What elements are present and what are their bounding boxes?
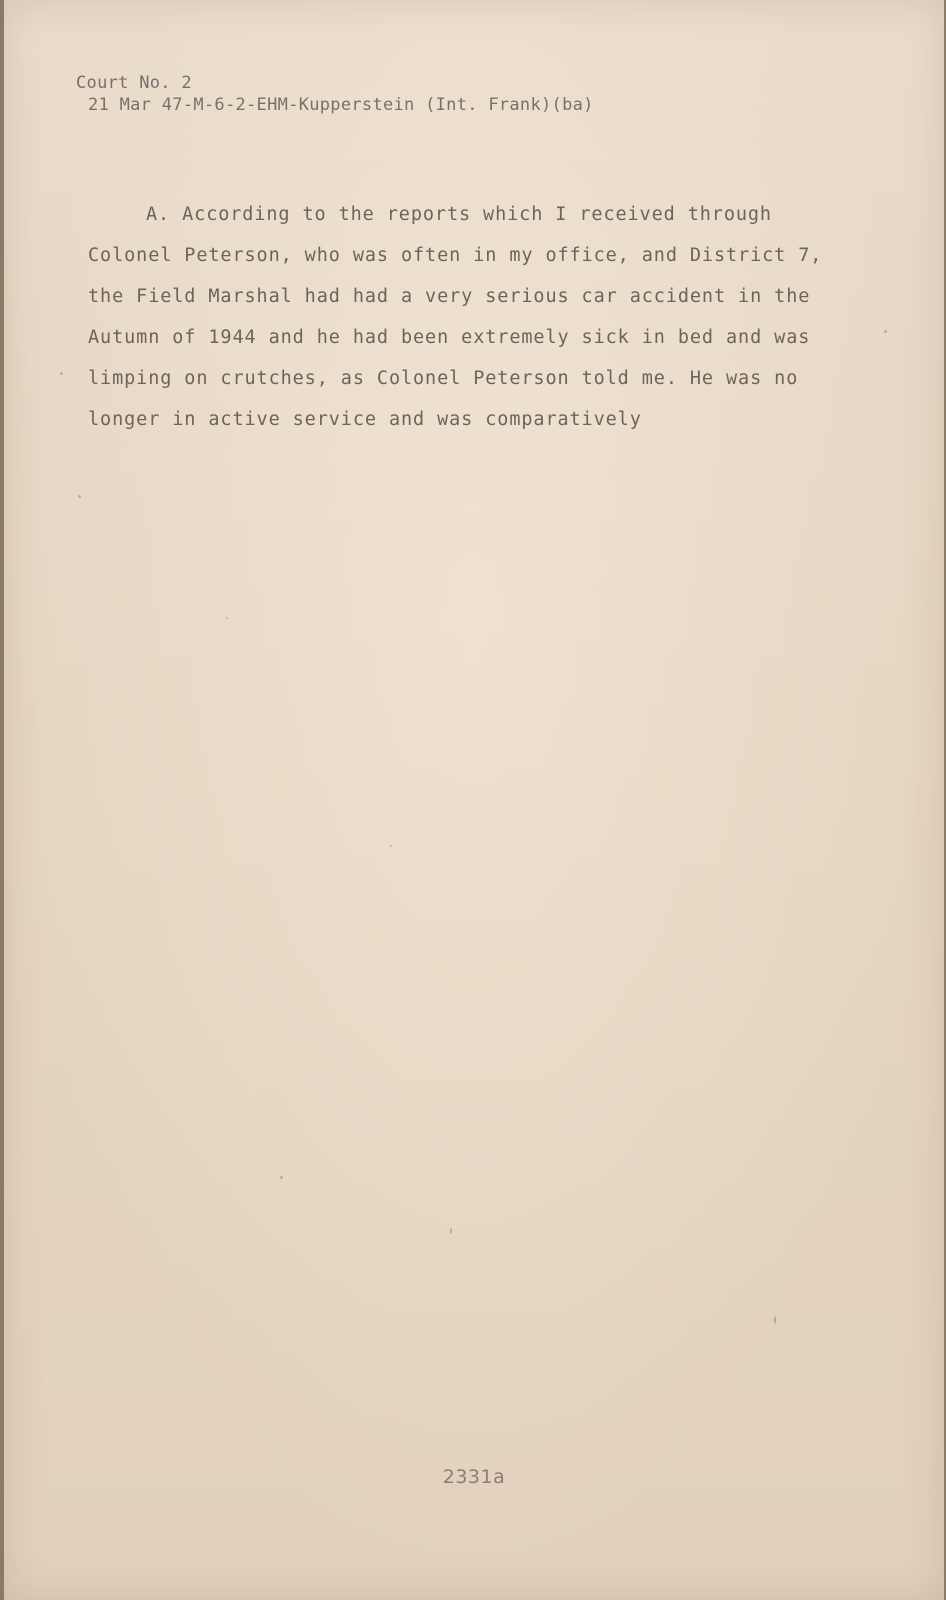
paper-speck (774, 1316, 776, 1324)
paper-speck (226, 617, 228, 619)
court-number: Court No. 2 (76, 73, 192, 93)
paragraph-line: Autumn of 1944 and he had been extremely sick in bed and was (88, 327, 811, 348)
page-number: 2331a (442, 1466, 506, 1488)
paper-speck (280, 1176, 283, 1179)
paragraph-line: limping on crutches, as Colonel Peterson told me. He was no (88, 368, 799, 389)
paper-speck (884, 330, 887, 333)
document-page (4, 0, 944, 1600)
transcript-reference: 21 Mar 47-M-6-2-EHM-Kupperstein (Int. Frank)(ba) (88, 95, 594, 115)
paper-speck (390, 845, 392, 847)
paragraph-line: longer in active service and was comparatively (88, 409, 642, 430)
paper-speck (60, 372, 63, 375)
document-header (76, 72, 594, 116)
paper-speck (450, 1228, 452, 1234)
paragraph-line: the Field Marshal had had a very serious car accident in the (88, 286, 811, 307)
testimony-paragraph (88, 194, 848, 440)
paper-speck (78, 495, 81, 498)
paragraph-line: Colonel Peterson, who was often in my office, and District 7, (88, 245, 823, 266)
paragraph-line: A. According to the reports which I received through (146, 204, 772, 225)
